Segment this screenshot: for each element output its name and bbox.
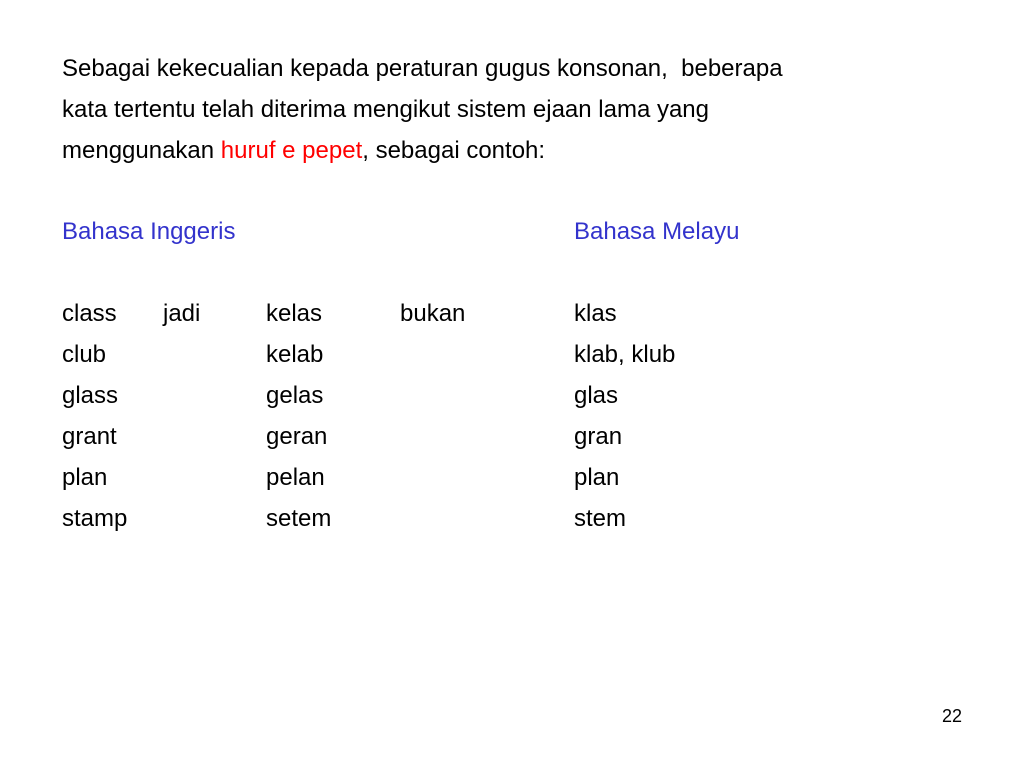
malay-word: stem <box>574 505 627 532</box>
english-word: glass <box>62 382 119 409</box>
intro-paragraph <box>62 48 962 171</box>
epepet-spelling: gelas <box>266 382 324 409</box>
intro-line-1: Sebagai kekecualian kepada peraturan gugus konsonan, beberapa <box>62 55 783 82</box>
epepet-spelling: kelab <box>266 341 324 368</box>
intro-line-2: kata tertentu telah diterima mengikut sistem ejaan lama yang <box>62 96 710 123</box>
malay-word: klas <box>574 300 617 327</box>
highlight-term: huruf e pepet <box>220 137 363 164</box>
english-word: club <box>62 341 107 368</box>
word-row <box>0 375 1024 416</box>
english-word: stamp <box>62 505 128 532</box>
extra-word: jadi <box>163 300 201 327</box>
english-word: class <box>62 300 117 327</box>
epepet-spelling: kelas <box>266 300 323 327</box>
epepet-spelling: geran <box>266 423 328 450</box>
malay-word: plan <box>574 464 620 491</box>
malay-word: glas <box>574 382 619 409</box>
word-row <box>0 293 1024 334</box>
word-row <box>0 457 1024 498</box>
word-row <box>0 416 1024 457</box>
malay-word: klab, klub <box>574 341 676 368</box>
epepet-spelling: setem <box>266 505 332 532</box>
malay-word: gran <box>574 423 623 450</box>
english-word: plan <box>62 464 108 491</box>
header-malay: Bahasa Melayu <box>574 218 740 245</box>
intro-line-3 <box>62 130 962 171</box>
english-word: grant <box>62 423 117 450</box>
word-row <box>0 498 1024 539</box>
extra-word: bukan <box>400 300 466 327</box>
intro-line-3-end: , sebagai contoh: <box>362 137 546 164</box>
word-row <box>0 334 1024 375</box>
intro-line-3-start: menggunakan <box>62 137 221 164</box>
word-list <box>0 293 1024 539</box>
page-number: 22 <box>941 706 962 726</box>
epepet-spelling: pelan <box>266 464 325 491</box>
header-english: Bahasa Inggeris <box>62 218 236 245</box>
